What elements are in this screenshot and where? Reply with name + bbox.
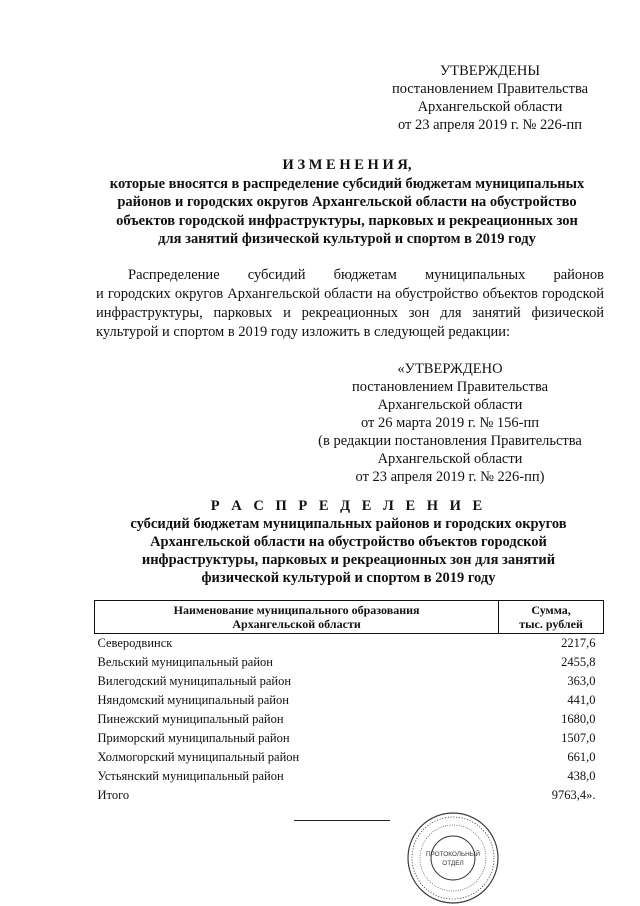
row-sum: 9763,4». (551, 788, 596, 802)
end-separator-line (294, 820, 390, 821)
approval-stamp-second (300, 360, 600, 486)
approval-second-line7: от 23 апреля 2019 г. № 226-пп) (355, 469, 545, 485)
approval-second-line5: (в редакции постановления Правительства (318, 433, 582, 449)
changes-subtitle-line3: объектов городской инфраструктуры, парковых и рекреационных зон (116, 212, 578, 229)
table-row (95, 729, 604, 748)
row-sum: 2455,8 (561, 655, 596, 669)
changes-subtitle-line1: которые вносятся в распределение субсидий бюджетам муниципальных (109, 175, 585, 192)
header-sum-cell (499, 601, 604, 634)
row-sum: 661,0 (567, 750, 596, 764)
table-row-total (95, 786, 604, 805)
approval-stamp-top (370, 62, 610, 134)
header-name-line1: Наименование муниципального образования (173, 603, 420, 617)
distribution-title-block (96, 497, 601, 587)
changes-subtitle-line2: районов и городских округов Архангельской области на обустройство (117, 194, 577, 210)
seal-text-line2: ОТДЕЛ (442, 860, 464, 867)
distribution-table-wrap (94, 600, 604, 805)
table-row (95, 710, 604, 729)
distribution-line2: Архангельской области на обустройство объектов городской (150, 534, 547, 550)
approval-second-line3: Архангельской области (377, 397, 523, 413)
distribution-line1: субсидий бюджетам муниципальных районов и городских округов (130, 516, 567, 532)
table-row (95, 653, 604, 672)
table-row (95, 634, 604, 654)
changes-heading: И З М Е Н Е Н И Я, (282, 157, 412, 173)
table-row (95, 672, 604, 691)
paragraph-rest: и городских округов Архангельской области на обустройство объектов городской инфраструктуры, парковых и рекреационных зон для занятий физической культурой и спортом в 2019 году изложить в следующей редакции: (96, 286, 604, 340)
distribution-line4: физической культурой и спортом в 2019 году (201, 570, 496, 586)
header-sum-line2: тыс. рублей (519, 617, 583, 631)
distribution-table (94, 600, 604, 805)
changes-subtitle-line4: для занятий физической культурой и спортом в 2019 году (158, 231, 536, 247)
approval-second-line6: Архангельской области (377, 451, 523, 467)
row-sum: 441,0 (567, 693, 596, 707)
header-sum-line1: Сумма, (531, 603, 571, 617)
row-name: Няндомский муниципальный район (97, 693, 289, 707)
row-name: Вельский муниципальный район (97, 655, 273, 669)
body-paragraph (96, 266, 604, 342)
row-name: Пинежский муниципальный район (97, 712, 284, 726)
approval-second-line1: «УТВЕРЖДЕНО (397, 361, 503, 377)
row-sum: 1680,0 (561, 712, 596, 726)
header-name-cell (95, 601, 499, 634)
distribution-heading: Р А С П Р Е Д Е Л Е Н И Е (210, 498, 487, 514)
table-row (95, 767, 604, 786)
row-name: Устьянский муниципальный район (97, 769, 284, 783)
row-name: Вилегодский муниципальный район (97, 674, 292, 688)
table-row (95, 691, 604, 710)
approval-top-line2: постановлением Правительства (391, 81, 589, 97)
table-header-row (95, 601, 604, 634)
row-sum: 438,0 (567, 769, 596, 783)
table-row (95, 748, 604, 767)
approval-top-line4: от 23 апреля 2019 г. № 226-пп (397, 117, 583, 133)
row-sum: 2217,6 (561, 636, 596, 650)
seal-stamp (405, 810, 501, 906)
approval-second-line4: от 26 марта 2019 г. № 156-пп (360, 415, 540, 431)
distribution-line3: инфраструктуры, парковых и рекреационных зон для занятий (141, 552, 556, 568)
approval-second-line2: постановлением Правительства (351, 379, 549, 395)
changes-title-block (72, 156, 622, 249)
paragraph-first-line: Распределение субсидий бюджетам муниципальных районов (128, 267, 604, 283)
row-name: Холмогорский муниципальный район (97, 750, 300, 764)
header-name-line2: Архангельской области (232, 617, 361, 631)
row-sum: 1507,0 (561, 731, 596, 745)
row-name: Итого (97, 788, 130, 802)
row-name: Приморский муниципальный район (97, 731, 290, 745)
approval-top-line3: Архангельской области (417, 99, 563, 115)
row-name: Северодвинск (97, 636, 173, 650)
approval-top-line1: УТВЕРЖДЕНЫ (439, 63, 541, 79)
row-sum: 363,0 (567, 674, 596, 688)
seal-text-line1: ПРОТОКОЛЬНЫЙ (425, 851, 481, 858)
